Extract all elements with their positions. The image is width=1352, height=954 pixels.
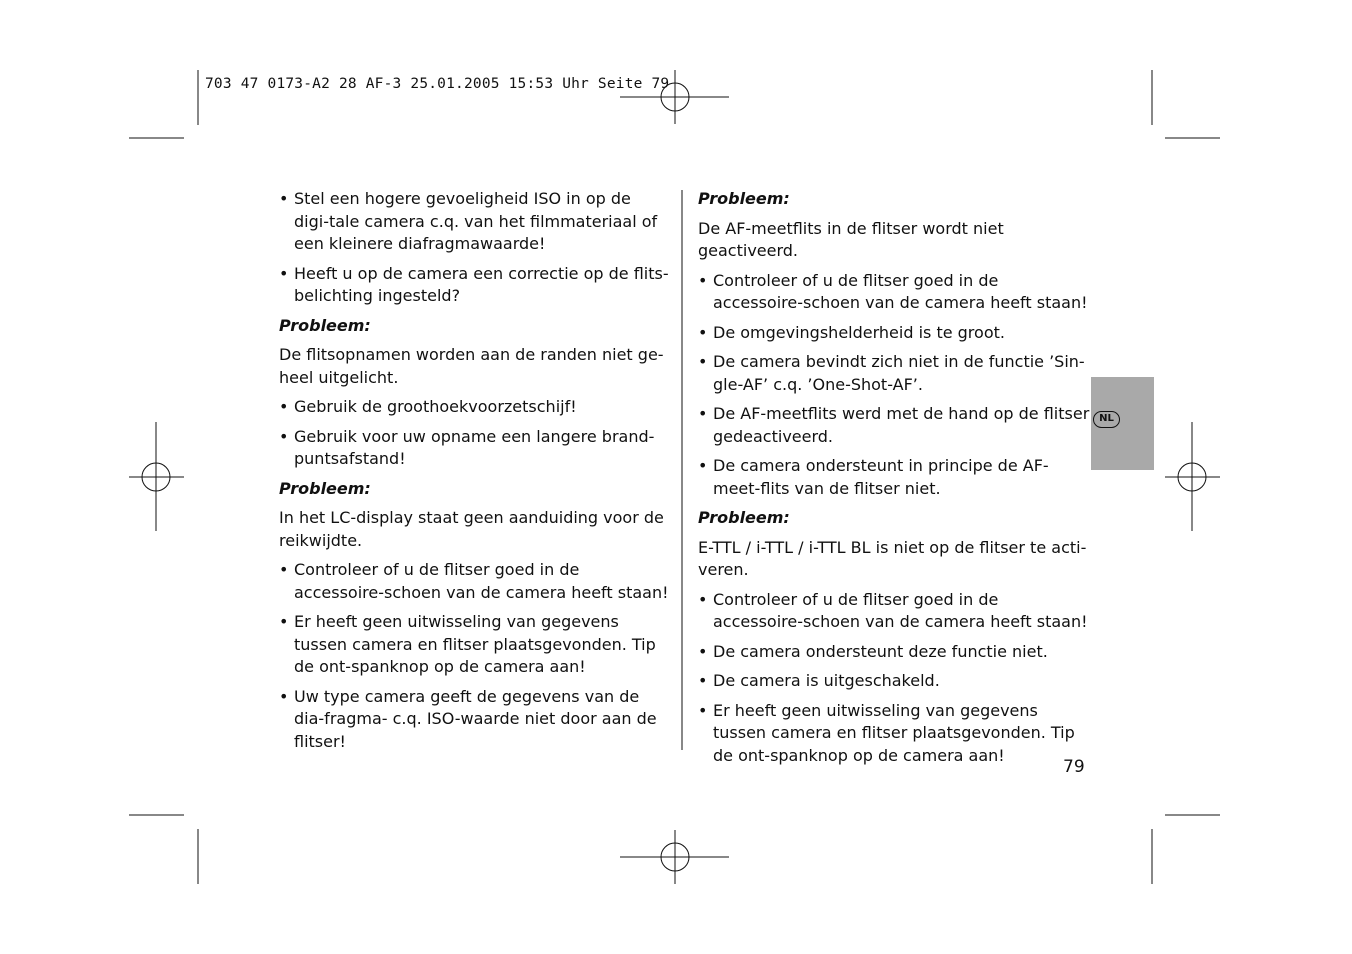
list-item: • Gebruik voor uw opname een langere brand-puntsafstand! xyxy=(279,426,669,471)
list-item: • Controleer of u de flitser goed in de accessoire-schoen van de camera heeft staan! xyxy=(698,270,1090,315)
intro-bullet-list xyxy=(279,188,669,308)
problem-description: In het LC-display staat geen aanduiding voor de reikwijdte. xyxy=(279,508,664,550)
section-heading: Probleem: xyxy=(279,478,371,498)
list-item: • Controleer of u de flitser goed in de accessoire-schoen van de camera heeft staan! xyxy=(698,589,1090,634)
list-item: • Er heeft geen uitwisseling van gegevens tussen camera en flitser plaatsgevonden. Tip de ont-spanknop op de camera aan! xyxy=(698,700,1090,768)
list-item: • Uw type camera geeft de gegevens van de dia-fragma- c.q. ISO-waarde niet door aan de flitser! xyxy=(279,686,669,754)
print-slug-header: 703 47 0173-A2 28 AF-3 25.01.2005 15:53 Uhr Seite 79 xyxy=(205,76,670,92)
solution-bullet-list xyxy=(279,396,669,471)
list-item: • De camera bevindt zich niet in de functie ’Sin-gle-AF’ c.q. ’One-Shot-AF’. xyxy=(698,351,1090,396)
section-heading: Probleem: xyxy=(698,508,790,527)
list-item: • De camera ondersteunt deze functie niet. xyxy=(698,641,1090,664)
list-item: • De omgevingshelderheid is te groot. xyxy=(698,322,1090,345)
section-heading: Probleem: xyxy=(279,315,371,335)
list-item: • Er heeft geen uitwisseling van gegevens tussen camera en flitser plaatsgevonden. Tip de ont-spanknop op de camera aan! xyxy=(279,611,669,679)
list-item: • De camera ondersteunt in principe de AF-meet-flits van de flitser niet. xyxy=(698,455,1090,500)
solution-bullet-list xyxy=(698,589,1090,768)
problem-description: De AF-meetflits in de flitser wordt niet geactiveerd. xyxy=(698,218,1004,260)
list-item: • Stel een hogere gevoeligheid ISO in op de digi-tale camera c.q. van het filmmateriaal of een kleinere diafragmawaarde! xyxy=(279,188,669,256)
solution-bullet-list xyxy=(279,559,669,753)
list-item: • De AF-meetflits werd met de hand op de flitser gedeactiveerd. xyxy=(698,403,1090,448)
page-number: 79 xyxy=(1063,757,1085,777)
problem-description: E-TTL / i-TTL / i-TTL BL is niet op de flitser te acti-veren. xyxy=(698,537,1087,579)
left-column xyxy=(279,188,669,760)
problem-description: De flitsopnamen worden aan de randen niet ge-heel uitgelicht. xyxy=(279,345,664,387)
list-item: • Gebruik de groothoekvoorzetschijf! xyxy=(279,396,669,419)
right-column xyxy=(698,188,1090,774)
section-heading: Probleem: xyxy=(698,189,790,208)
list-item: • De camera is uitgeschakeld. xyxy=(698,670,1090,693)
language-badge: NL xyxy=(1093,411,1120,428)
list-item: • Controleer of u de flitser goed in de accessoire-schoen van de camera heeft staan! xyxy=(279,559,669,604)
solution-bullet-list xyxy=(698,270,1090,501)
list-item: • Heeft u op de camera een correctie op de flits-belichting ingesteld? xyxy=(279,263,669,308)
